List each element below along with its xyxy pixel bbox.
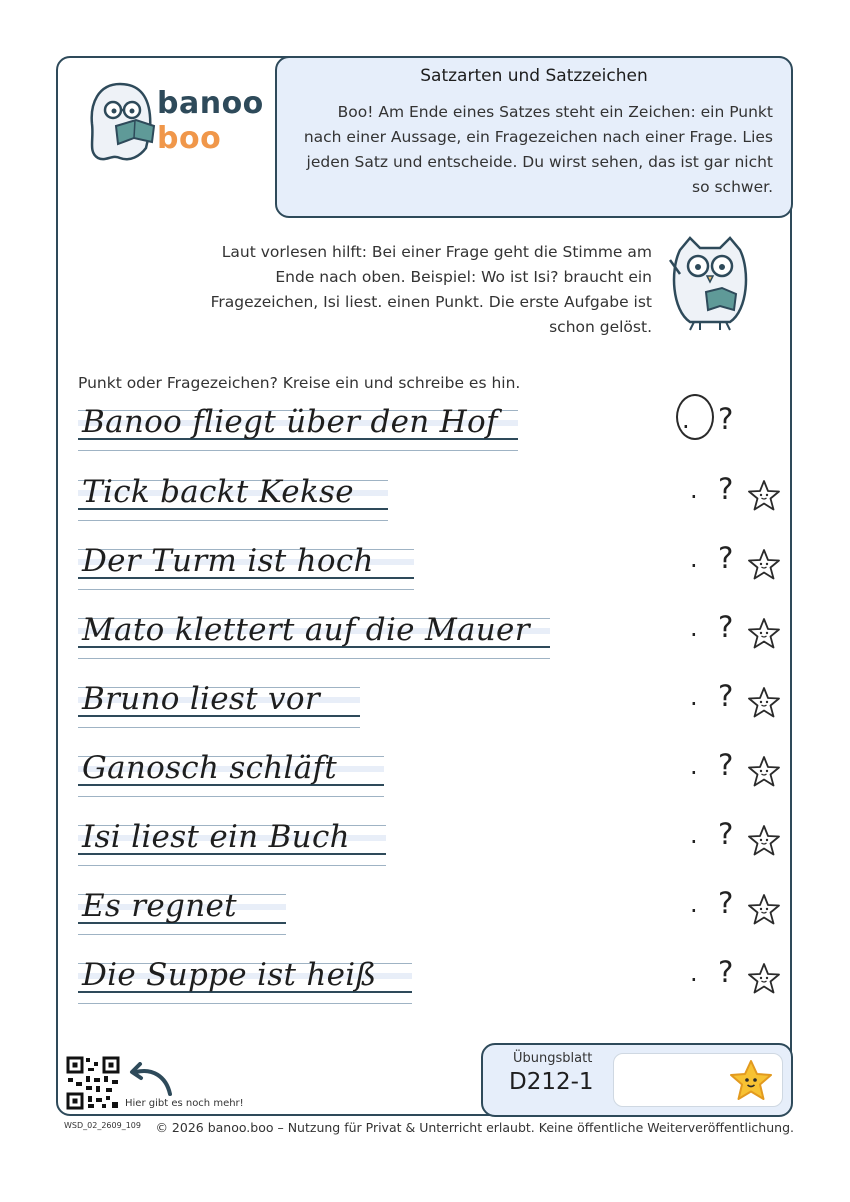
exercise-row — [78, 404, 788, 460]
sentence-text: Banoo fliegt über den Hof — [82, 404, 498, 440]
dot-option[interactable]: . — [690, 959, 698, 987]
star-icon[interactable] — [746, 547, 782, 583]
more-text: Hier gibt es noch mehr! — [125, 1098, 244, 1109]
sheet-code: D212-1 — [509, 1069, 594, 1095]
question-option[interactable]: ? — [718, 886, 734, 920]
exercise-row — [78, 888, 788, 944]
worksheet-id: WSD_02_2609_109 — [64, 1121, 141, 1130]
question-option[interactable]: ? — [718, 541, 734, 575]
question-option[interactable]: ? — [718, 610, 734, 644]
dot-option[interactable]: . — [690, 545, 698, 573]
star-icon[interactable] — [746, 823, 782, 859]
question-option[interactable]: ? — [718, 955, 734, 989]
dot-option[interactable]: . — [690, 614, 698, 642]
star-icon[interactable] — [746, 616, 782, 652]
exercise-row — [78, 750, 788, 806]
curved-arrow-icon — [126, 1062, 176, 1098]
exercise-row — [78, 474, 788, 530]
sentence-text: Bruno liest vor — [82, 681, 320, 717]
star-icon[interactable] — [746, 754, 782, 790]
exercise-row — [78, 612, 788, 668]
question-option[interactable]: ? — [718, 472, 734, 506]
question-option[interactable]: ? — [718, 679, 734, 713]
sentence-text: Isi liest ein Buch — [82, 819, 350, 855]
star-icon[interactable] — [746, 892, 782, 928]
question-option[interactable]: ? — [718, 748, 734, 782]
sentence-text: Ganosch schläft — [82, 750, 338, 786]
sentence-text: Mato klettert auf die Mauer — [82, 612, 530, 648]
question-option[interactable]: ? — [718, 817, 734, 851]
instruction-text: Punkt oder Fragezeichen? Kreise ein und schreibe es hin. — [78, 374, 521, 392]
sentence-text: Der Turm ist hoch — [82, 543, 374, 579]
sentence-text: Die Suppe ist heiß — [82, 957, 377, 993]
info-text: Boo! Am Ende eines Satzes steht ein Zeichen: ein Punkt nach einer Aussage, ein Fragezeichen nach einer Frage. Lies jeden Satz und entscheide. Du wirst sehen, das ist gar nicht so schwer. — [303, 103, 773, 196]
info-title: Satzarten und Satzzeichen — [420, 66, 648, 86]
exercise-row — [78, 681, 788, 737]
dot-option[interactable]: . — [682, 406, 690, 434]
exercise-row — [78, 957, 788, 1013]
dot-option[interactable]: . — [690, 752, 698, 780]
sentence-text: Tick backt Kekse — [82, 474, 354, 510]
dot-option[interactable]: . — [690, 476, 698, 504]
dot-option[interactable]: . — [690, 821, 698, 849]
sentence-text: Es regnet — [82, 888, 237, 924]
star-icon[interactable] — [746, 478, 782, 514]
qr-code-icon[interactable] — [66, 1056, 120, 1110]
rating-slot — [613, 1053, 783, 1107]
exercise-row — [78, 819, 788, 875]
question-option[interactable]: ? — [718, 402, 734, 436]
dot-option[interactable]: . — [690, 890, 698, 918]
star-icon[interactable] — [746, 961, 782, 997]
brand-name-line1: banoo — [157, 86, 264, 121]
info-box — [275, 56, 793, 218]
hint-text: Laut vorlesen hilft: Bei einer Frage geht die Stimme am Ende nach oben. Beispiel: Wo ist Isi? braucht ein Fragezeichen, Isi liest. einen Punkt. Die erste Aufgabe ist schon gelöst. — [210, 243, 652, 336]
star-icon[interactable] — [746, 685, 782, 721]
sheet-info-box — [481, 1043, 793, 1117]
gold-star-icon — [728, 1058, 774, 1104]
dot-option[interactable]: . — [690, 683, 698, 711]
copyright-text: © 2026 banoo.boo – Nutzung für Privat & Unterricht erlaubt. Keine öffentliche Weiterveröffentlichung. — [155, 1120, 794, 1135]
exercise-row — [78, 543, 788, 599]
brand-name-line2: boo — [157, 121, 222, 156]
sheet-label: Übungsblatt — [513, 1051, 593, 1066]
owl-icon — [660, 230, 760, 335]
